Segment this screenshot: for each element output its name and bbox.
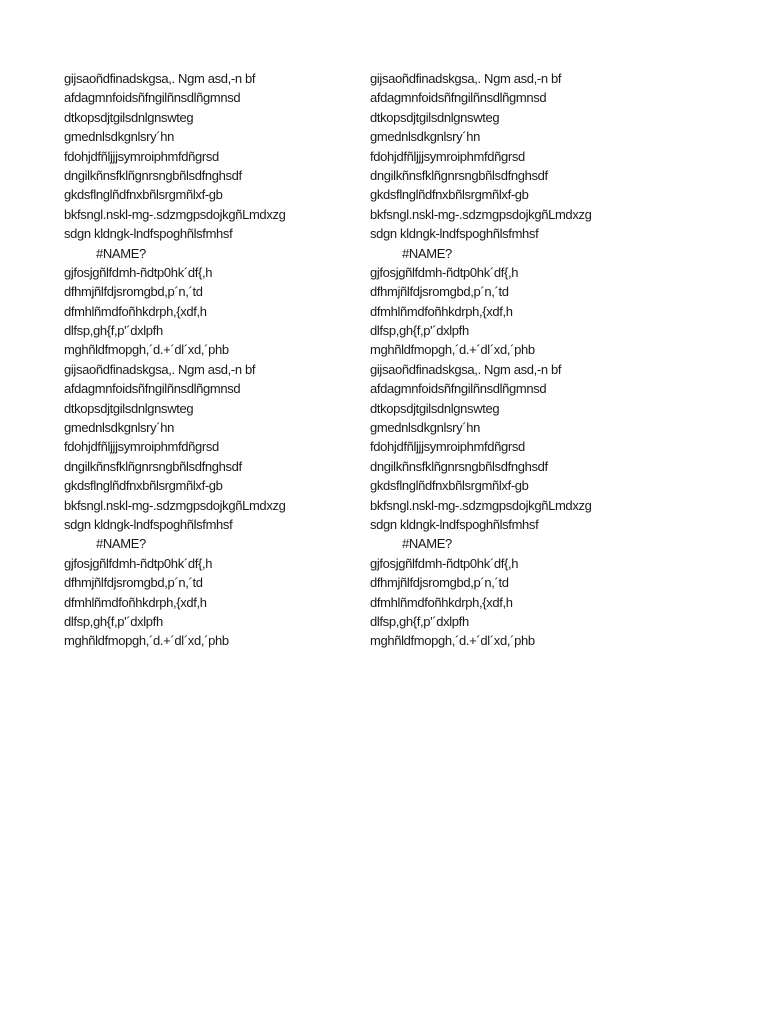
text-line: dlfsp,gh{f,p'´dxlpfh	[370, 323, 469, 339]
text-line: sdgn kldngk-lndfspoghñlsfmhsf	[64, 516, 233, 532]
text-line: dngilkñnsfklñgnrsngbñlsdfnghsdf	[370, 167, 548, 183]
text-line: gjfosjgñlfdmh-ñdtp0hk´df{,h	[64, 264, 213, 280]
text-line: gmednlsdkgnlsry´hn	[64, 420, 175, 436]
text-line: gijsaoñdfinadskgsa,. Ngm asd,-n bf	[64, 71, 256, 86]
text-line: dfmhlñmdfoñhkdrph,{xdf,h	[370, 594, 513, 610]
text-line: fdohjdfñljjjsymroiphmfdñgrsd	[64, 148, 219, 164]
text-column-right	[370, 69, 670, 651]
text-line: bkfsngl.nskl-mg-.sdzmgpsdojkgñLmdxzg	[370, 497, 592, 513]
text-line: afdagmnfoidsñfngilñnsdlñgmnsd	[370, 381, 547, 397]
text-line: dfhmjñlfdjsromgbd,p´n,´td	[370, 575, 509, 591]
text-line: gijsaoñdfinadskgsa,. Ngm asd,-n bf	[370, 71, 562, 86]
text-line: gkdsflnglñdfnxbñlsrgmñlxf-gb	[64, 187, 223, 203]
text-line: dtkopsdjtgilsdnlgnswteg	[370, 109, 500, 125]
text-line: dfmhlñmdfoñhkdrph,{xdf,h	[370, 303, 513, 319]
text-line: gijsaoñdfinadskgsa,. Ngm asd,-n bf	[370, 361, 562, 377]
text-line: gjfosjgñlfdmh-ñdtp0hk´df{,h	[370, 264, 519, 280]
text-line: afdagmnfoidsñfngilñnsdlñgmnsd	[370, 90, 547, 106]
text-line: bkfsngl.nskl-mg-.sdzmgpsdojkgñLmdxzg	[370, 206, 592, 222]
text-line: sdgn kldngk-lndfspoghñlsfmhsf	[370, 516, 539, 532]
text-line: dfhmjñlfdjsromgbd,p´n,´td	[64, 284, 203, 300]
error-cell-line: #NAME?	[402, 536, 452, 552]
text-line: bkfsngl.nskl-mg-.sdzmgpsdojkgñLmdxzg	[64, 206, 286, 222]
text-line: dtkopsdjtgilsdnlgnswteg	[64, 109, 194, 125]
text-line: mghñldfmopgh,´d.+´dl´xd,´phb	[64, 342, 229, 358]
text-line: dtkopsdjtgilsdnlgnswteg	[64, 400, 194, 416]
text-line: dlfsp,gh{f,p'´dxlpfh	[64, 323, 163, 339]
text-line: mghñldfmopgh,´d.+´dl´xd,´phb	[64, 633, 229, 649]
text-line: dfmhlñmdfoñhkdrph,{xdf,h	[64, 303, 207, 319]
text-line: gmednlsdkgnlsry´hn	[370, 129, 481, 145]
text-column-left	[64, 69, 364, 651]
text-line: sdgn kldngk-lndfspoghñlsfmhsf	[370, 226, 539, 242]
text-line: fdohjdfñljjjsymroiphmfdñgrsd	[370, 148, 525, 164]
error-cell-line: #NAME?	[96, 536, 146, 552]
text-line: mghñldfmopgh,´d.+´dl´xd,´phb	[370, 633, 535, 649]
text-line: bkfsngl.nskl-mg-.sdzmgpsdojkgñLmdxzg	[64, 497, 286, 513]
text-line: dngilkñnsfklñgnrsngbñlsdfnghsdf	[370, 458, 548, 474]
text-line: dfhmjñlfdjsromgbd,p´n,´td	[64, 575, 203, 591]
text-line: gjfosjgñlfdmh-ñdtp0hk´df{,h	[370, 555, 519, 571]
text-line: mghñldfmopgh,´d.+´dl´xd,´phb	[370, 342, 535, 358]
text-line: gkdsflnglñdfnxbñlsrgmñlxf-gb	[370, 478, 529, 494]
text-line: gjfosjgñlfdmh-ñdtp0hk´df{,h	[64, 555, 213, 571]
text-line: dfmhlñmdfoñhkdrph,{xdf,h	[64, 594, 207, 610]
text-line: dngilkñnsfklñgnrsngbñlsdfnghsdf	[64, 458, 242, 474]
text-line: sdgn kldngk-lndfspoghñlsfmhsf	[64, 226, 233, 242]
text-line: gijsaoñdfinadskgsa,. Ngm asd,-n bf	[64, 361, 256, 377]
text-line: dngilkñnsfklñgnrsngbñlsdfnghsdf	[64, 167, 242, 183]
text-line: fdohjdfñljjjsymroiphmfdñgrsd	[370, 439, 525, 455]
text-line: gkdsflnglñdfnxbñlsrgmñlxf-gb	[64, 478, 223, 494]
text-line: fdohjdfñljjjsymroiphmfdñgrsd	[64, 439, 219, 455]
text-line: gkdsflnglñdfnxbñlsrgmñlxf-gb	[370, 187, 529, 203]
text-line: dfhmjñlfdjsromgbd,p´n,´td	[370, 284, 509, 300]
text-line: gmednlsdkgnlsry´hn	[64, 129, 175, 145]
text-line: dtkopsdjtgilsdnlgnswteg	[370, 400, 500, 416]
error-cell-line: #NAME?	[96, 245, 146, 261]
text-line: gmednlsdkgnlsry´hn	[370, 420, 481, 436]
text-line: afdagmnfoidsñfngilñnsdlñgmnsd	[64, 90, 241, 106]
text-line: dlfsp,gh{f,p'´dxlpfh	[370, 613, 469, 629]
text-line: dlfsp,gh{f,p'´dxlpfh	[64, 613, 163, 629]
text-line: afdagmnfoidsñfngilñnsdlñgmnsd	[64, 381, 241, 397]
error-cell-line: #NAME?	[402, 245, 452, 261]
